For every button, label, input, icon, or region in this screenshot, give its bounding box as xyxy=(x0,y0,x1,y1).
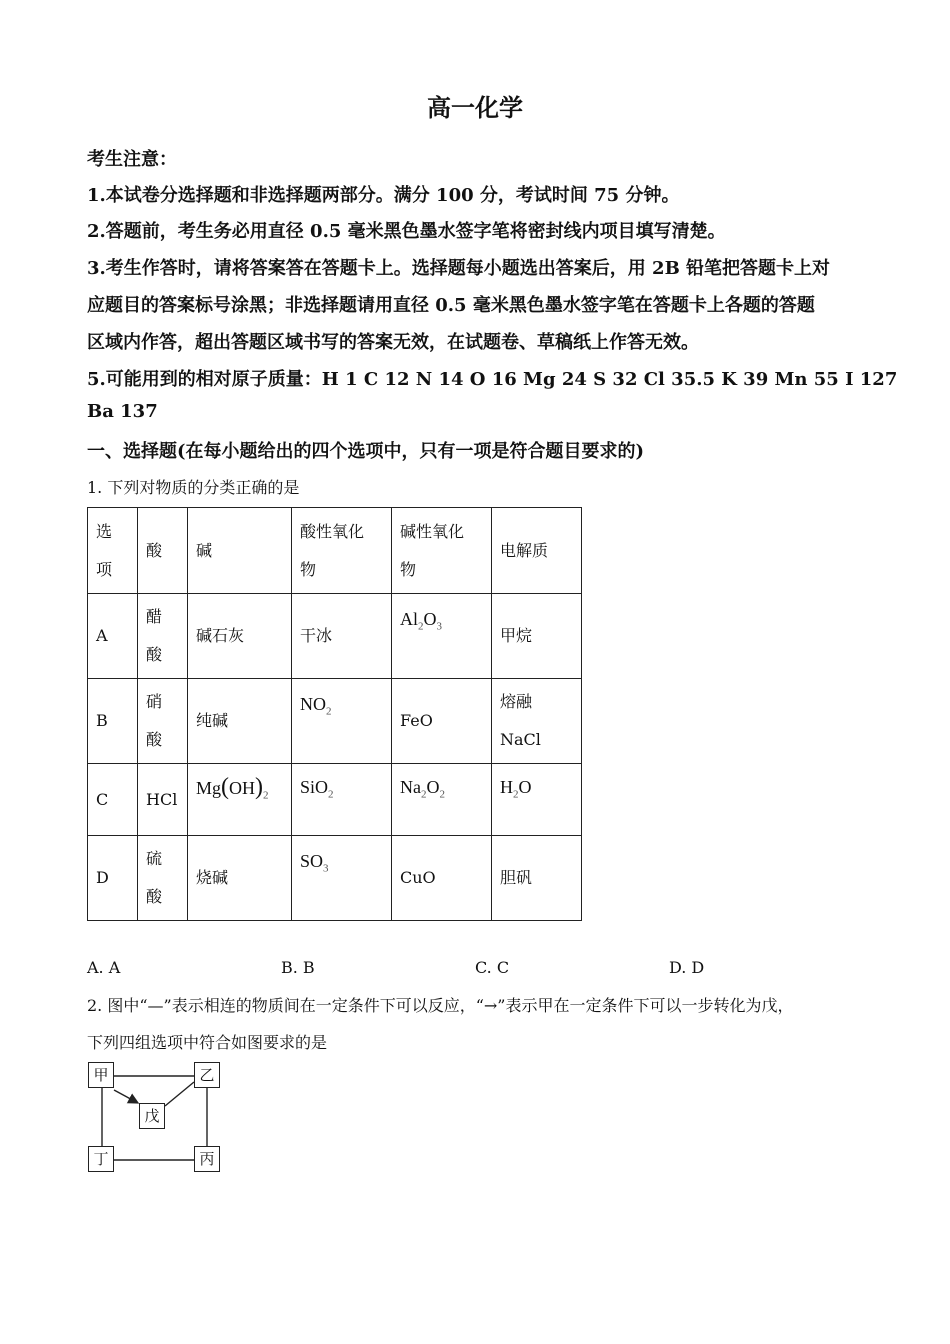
node-wu: 戊 xyxy=(139,1103,165,1129)
node-yi: 乙 xyxy=(194,1062,220,1088)
notice-item: 区域内作答，超出答题区域书写的答案无效，在试题卷、草稿纸上作答无效。 xyxy=(87,332,699,353)
table-cell: $H_2O$ xyxy=(492,764,582,836)
option-cell: A xyxy=(88,594,138,679)
table-cell: $NO_2$ xyxy=(292,679,392,764)
header-cell: 选 项 xyxy=(88,508,138,594)
header-cell: 酸性氧化 物 xyxy=(292,508,392,594)
notice-item: 1.本试卷分选择题和非选择题两部分。满分 100 分，考试时间 75 分钟。 xyxy=(87,185,680,206)
table-cell: CuO xyxy=(392,836,492,921)
header-cell: 碱 xyxy=(188,508,292,594)
table-cell: $Mg(OH)_2$ xyxy=(188,764,292,836)
choice-c[interactable]: C. C xyxy=(475,958,510,977)
header-cell: 酸 xyxy=(138,508,188,594)
table-header-row xyxy=(88,508,582,594)
notice-item: 应题目的答案标号涂黑；非选择题请用直径 0.5 毫米黑色墨水签字笔在答题卡上各题的答题 xyxy=(87,295,815,316)
table-cell: 醋 酸 xyxy=(138,594,188,679)
table-cell: HCl xyxy=(138,764,188,836)
table-cell: 干冰 xyxy=(292,594,392,679)
notice-heading: 考生注意： xyxy=(87,149,177,170)
option-cell: C xyxy=(88,764,138,836)
table-row xyxy=(88,679,582,764)
table-cell: 烧碱 xyxy=(188,836,292,921)
table-cell: $Na_2O_2$ xyxy=(392,764,492,836)
table-cell: 碱石灰 xyxy=(188,594,292,679)
table-row xyxy=(88,764,582,836)
choice-b[interactable]: B. B xyxy=(281,958,315,977)
table-cell: $Al_2O_3$ xyxy=(392,594,492,679)
table-cell: 甲烷 xyxy=(492,594,582,679)
page-title: 高一化学 xyxy=(427,93,523,122)
reaction-diagram xyxy=(86,1060,226,1176)
node-bing: 丙 xyxy=(194,1146,220,1172)
node-ding: 丁 xyxy=(88,1146,114,1172)
option-cell: D xyxy=(88,836,138,921)
table-cell: 纯碱 xyxy=(188,679,292,764)
question-2-stem: 2. 图中“—”表示相连的物质间在一定条件下可以反应，“→”表示甲在一定条件下可以一步转化为戊， xyxy=(87,996,794,1015)
table-cell: $SO_3$ xyxy=(292,836,392,921)
notice-item: 3.考生作答时，请将答案答在答题卡上。选择题每小题选出答案后，用 2B 铅笔把答题卡上对 xyxy=(87,258,831,279)
choice-d[interactable]: D. D xyxy=(669,958,705,977)
table-cell: 熔融 NaCl xyxy=(492,679,582,764)
section-heading: 一、选择题(在每小题给出的四个选项中，只有一项是符合题目要求的) xyxy=(87,441,645,462)
table-row xyxy=(88,836,582,921)
table-cell: 硝 酸 xyxy=(138,679,188,764)
notice-item-atomic-masses-cont: Ba 137 xyxy=(87,401,158,422)
table-cell: FeO xyxy=(392,679,492,764)
classification-table xyxy=(87,507,582,921)
question-2-stem-cont: 下列四组选项中符合如图要求的是 xyxy=(87,1033,328,1052)
table-cell: 硫 酸 xyxy=(138,836,188,921)
header-cell: 碱性氧化 物 xyxy=(392,508,492,594)
option-cell: B xyxy=(88,679,138,764)
notice-item-atomic-masses: 5.可能用到的相对原子质量：H 1 C 12 N 14 O 16 Mg 24 S 32 Cl 35.5 K 39 Mn 55 I 127 xyxy=(87,369,898,390)
table-cell: SiO$_2$ xyxy=(292,764,392,836)
header-cell: 电解质 xyxy=(492,508,582,594)
node-jia: 甲 xyxy=(88,1062,114,1088)
table-cell: 胆矾 xyxy=(492,836,582,921)
table-row xyxy=(88,594,582,679)
choice-a[interactable]: A. A xyxy=(87,958,121,977)
notice-item: 2.答题前，考生务必用直径 0.5 毫米黑色墨水签字笔将密封线内项目填写清楚。 xyxy=(87,221,726,242)
question-1-stem: 1. 下列对物质的分类正确的是 xyxy=(87,478,300,497)
